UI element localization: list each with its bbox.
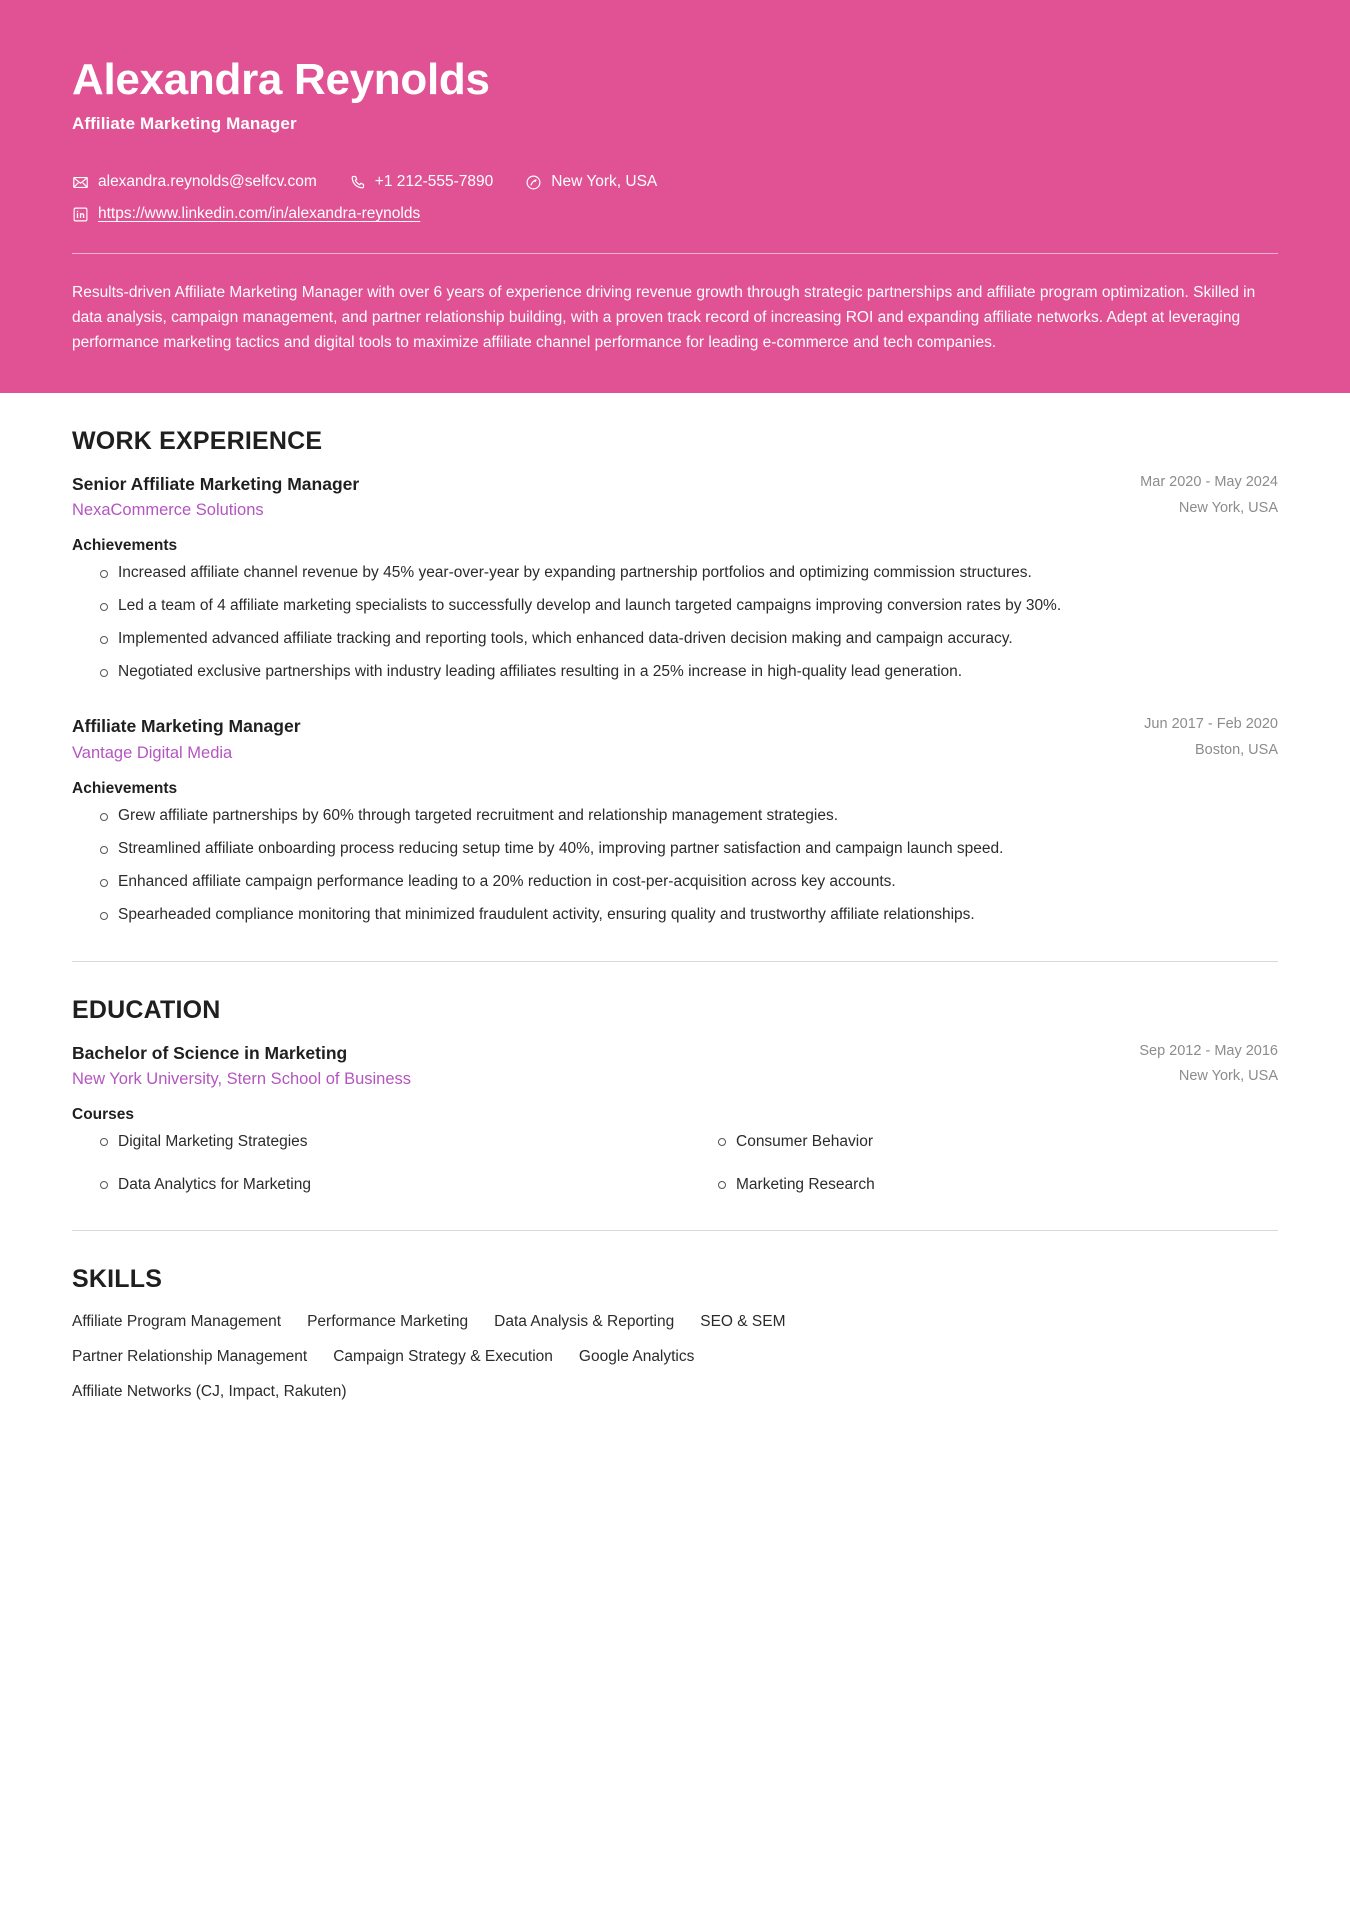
education-entry-meta (1139, 1041, 1278, 1089)
link-row (72, 204, 1278, 224)
candidate-headline: Affiliate Marketing Manager (72, 114, 297, 134)
education-dates: Sep 2012 - May 2016 (1139, 1042, 1278, 1059)
courses-label: Courses (72, 1105, 135, 1123)
work-dates: Mar 2020 - May 2024 (1140, 473, 1278, 490)
skill-item: Partner Relationship Management (72, 1348, 308, 1366)
achievement-item: Led a team of 4 affiliate marketing specialists to successfully develop and launch targeted campaigns improving conversion rates by 30%. (72, 594, 1278, 618)
course-item: Data Analytics for Marketing (72, 1173, 660, 1196)
course-item: Consumer Behavior (690, 1130, 1278, 1153)
envelope-icon (72, 174, 89, 191)
education-entry-main (72, 1041, 411, 1092)
work-location: New York, USA (1178, 499, 1278, 516)
education-location: New York, USA (1178, 1068, 1278, 1085)
achievement-item: Negotiated exclusive partnerships with industry leading affiliates resulting in a 25% increase in high-quality lead generation. (72, 660, 1278, 684)
work-entry (72, 714, 1278, 926)
work-location: Boston, USA (1194, 741, 1278, 758)
professional-summary: Results-driven Affiliate Marketing Manager with over 6 years of experience driving revenue growth through strategic partnerships and affiliate program optimization. Skilled in data analysis, campaign management, and partner relationship building, with a proven track record of increasing ROI and expanding affiliate networks. Adept at leveraging performance marketing tactics and digital tools to maximize affiliate channel performance for leading e-commerce and tech companies. (72, 283, 1256, 351)
section-skills (72, 1231, 1278, 1404)
location-icon (525, 174, 542, 191)
education-entry-header (72, 1041, 1278, 1092)
skills-title: SKILLS (72, 1265, 163, 1294)
work-entry-meta (1140, 472, 1278, 520)
contact-phone-label: +1 212-555-7890 (374, 173, 494, 191)
achievement-item: Increased affiliate channel revenue by 45% year-over-year by expanding partnership portfolios and optimizing commission structures. (72, 561, 1278, 585)
skill-item: Campaign Strategy & Execution (333, 1348, 553, 1366)
section-work-experience (72, 393, 1278, 927)
achievements-list (72, 561, 1278, 684)
section-education (72, 962, 1278, 1197)
contact-email[interactable] (72, 172, 317, 192)
achievement-item: Streamlined affiliate onboarding process reducing setup time by 40%, improving partner satisfaction and campaign launch speed. (72, 837, 1278, 861)
header-divider (72, 253, 1278, 254)
education-institution: New York University, Stern School of Business (72, 1069, 412, 1088)
work-entry-header (72, 472, 1278, 523)
skill-item: Performance Marketing (307, 1313, 469, 1331)
skill-item: Affiliate Networks (CJ, Impact, Rakuten) (72, 1382, 347, 1400)
achievement-item: Implemented advanced affiliate tracking and reporting tools, which enhanced data-driven decision making and campaign accuracy. (72, 627, 1278, 651)
candidate-name: Alexandra Reynolds (72, 55, 490, 104)
work-entry-header (72, 714, 1278, 765)
work-company: NexaCommerce Solutions (72, 501, 264, 520)
contact-row (72, 172, 1278, 192)
contact-linkedin[interactable] (72, 204, 420, 224)
contact-location (525, 172, 657, 192)
skill-item: Google Analytics (578, 1348, 695, 1366)
skill-item: Data Analysis & Reporting (494, 1313, 675, 1331)
linkedin-icon (72, 206, 89, 223)
education-title: EDUCATION (72, 995, 221, 1024)
contact-email-label: alexandra.reynolds@selfcv.com (98, 173, 317, 191)
course-item: Digital Marketing Strategies (72, 1130, 660, 1153)
achievement-item: Enhanced affiliate campaign performance leading to a 20% reduction in cost-per-acquisition across key accounts. (72, 870, 1278, 894)
education-degree: Bachelor of Science in Marketing (72, 1042, 348, 1063)
work-role: Affiliate Marketing Manager (72, 716, 301, 737)
achievement-item: Grew affiliate partnerships by 60% through targeted recruitment and relationship management strategies. (72, 804, 1278, 828)
achievements-label: Achievements (72, 779, 178, 797)
skill-item: Affiliate Program Management (72, 1313, 282, 1331)
work-entry-main (72, 714, 301, 765)
resume-body (0, 393, 1350, 1465)
work-experience-title: WORK EXPERIENCE (72, 426, 323, 455)
skills-list (72, 1310, 952, 1404)
achievements-list (72, 804, 1278, 927)
phone-icon (349, 174, 366, 191)
achievement-item: Spearheaded compliance monitoring that minimized fraudulent activity, ensuring quality and trustworthy affiliate relationships. (72, 903, 1278, 927)
linkedin-url-link[interactable]: https://www.linkedin.com/in/alexandra-reynolds (98, 205, 421, 223)
skill-item: SEO & SEM (700, 1313, 786, 1331)
education-entry (72, 1041, 1278, 1197)
contact-phone[interactable] (349, 172, 494, 192)
course-item: Marketing Research (690, 1173, 1278, 1196)
courses-list (72, 1130, 1278, 1197)
resume-header (0, 0, 1350, 393)
bottom-spacer (72, 1405, 1278, 1465)
work-dates: Jun 2017 - Feb 2020 (1144, 716, 1278, 733)
work-company: Vantage Digital Media (72, 743, 233, 762)
contact-location-label: New York, USA (551, 173, 658, 191)
work-entry (72, 472, 1278, 684)
work-entry-main (72, 472, 359, 523)
achievements-label: Achievements (72, 537, 178, 555)
work-entry-meta (1144, 714, 1278, 762)
work-role: Senior Affiliate Marketing Manager (72, 473, 360, 494)
